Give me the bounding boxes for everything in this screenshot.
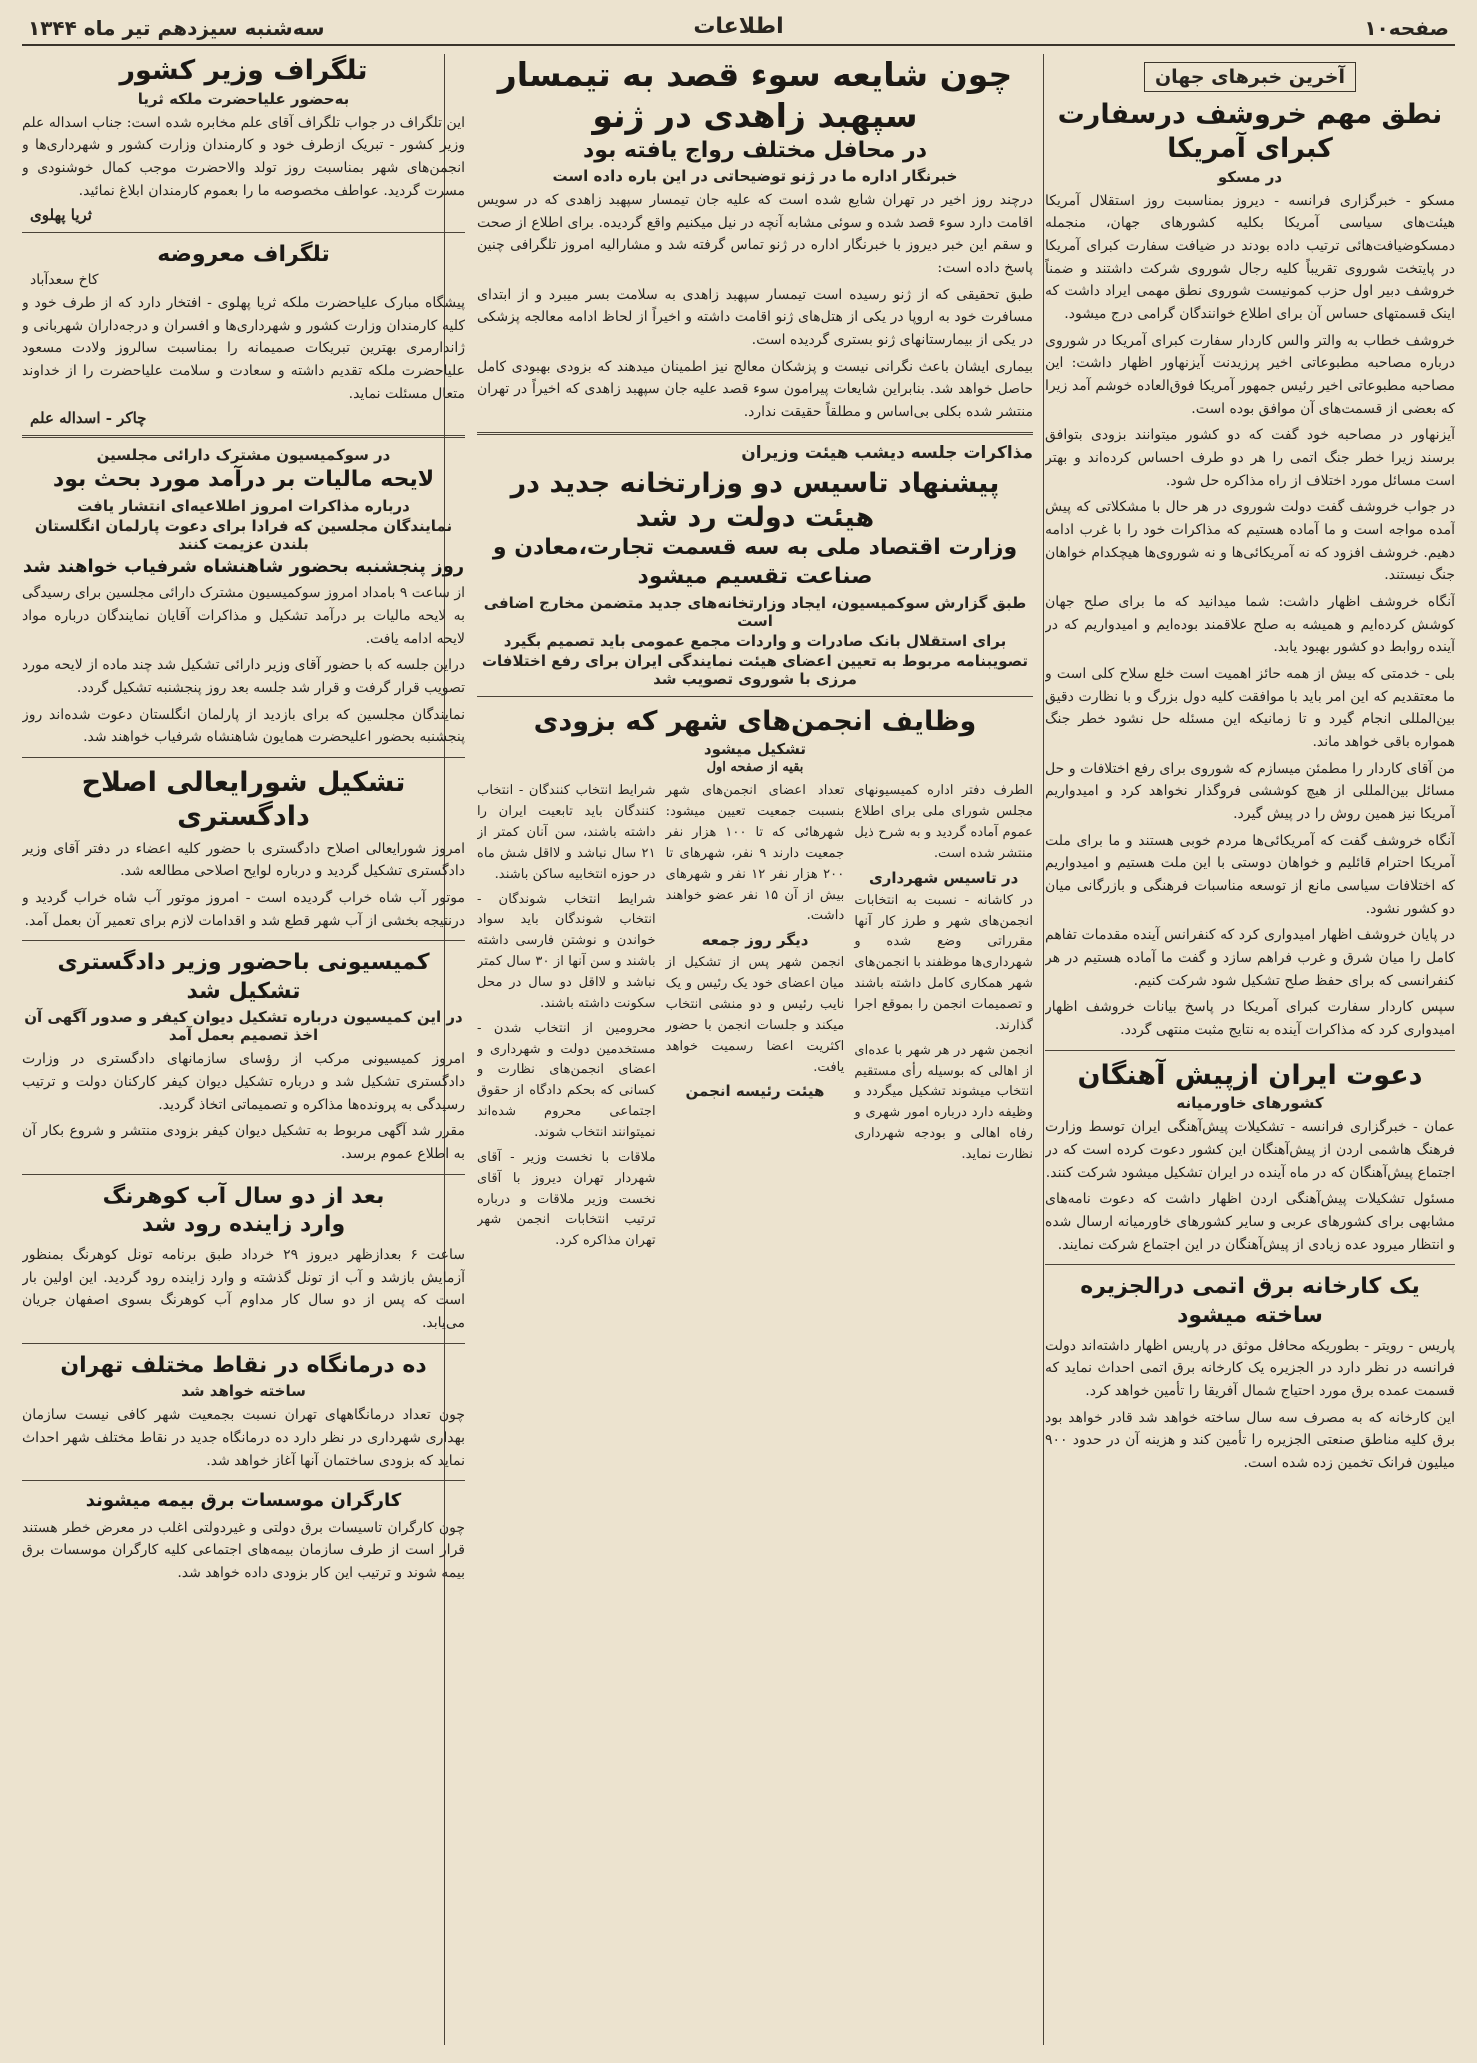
- article-zahedi-rumor: [477, 54, 1033, 424]
- paragraph: آنگاه خروشف گفت که آمریکائی‌ها مردم خوبی هستند و ما برای ملت آمریکا احترام قائلیم و خواهان دوستی با این ملت هستیم و امیدواریم که اختلافات سیاسی مانع از توسعه مناسبات فرهنگی و بازرگانی میان دو کشور نشود.: [1045, 832, 1455, 917]
- paragraph: چون کارگران تاسیسات برق دولتی و غیردولتی اغلب در معرض خطر هستند قرار است از طرف سازمان بیمه‌های اجتماعی کلیه کارگران موسسات برق بیمه شوند و ترتیب این کار بزودی داده خواهد شد.: [22, 1519, 465, 1582]
- headline: کارگران موسسات برق بیمه میشوند: [85, 1490, 402, 1512]
- signature: چاکر - اسداله علم: [30, 409, 147, 428]
- article-kuhrang-water: [22, 1183, 465, 1335]
- place-line: کاخ سعدآباد: [30, 272, 99, 289]
- headline-second: روز پنجشنبه بحضور شاهنشاه شرفیاب خواهند شد: [22, 555, 465, 577]
- headline: چون شایعه سوء قصد به تیمسار سپهبد زاهدی در ژنو: [497, 55, 1013, 136]
- article-justice-reform-council: [22, 766, 465, 932]
- subheadline: در مسکو: [1217, 167, 1283, 186]
- paragraph: از ساعت ۹ بامداد امروز سوکمیسیون مشترک دارائی مجلسین برای رسیدگی به لایحه مالیات بر درآمد تشکیل و مذاکرات آقایان نمایندگان درباره مواد لایحه ادامه یافت.: [22, 585, 465, 647]
- headline: بعد از دو سال آب کوهرنگ: [102, 1183, 385, 1209]
- paragraph: ساعت ۶ بعدازظهر دیروز ۲۹ خرداد طبق برنامه تونل کوهرنگ بمنظور آزمایش بازشد و آب از تونل گذشته و وارد زاینده رود گردید. این اولین بار است که پس از دو سال کار مداوم آب کوهرنگ بسوی اصفهان جریان می‌یابد.: [22, 1247, 465, 1332]
- section-heading: هیئت رئیسه انجمن: [685, 1082, 825, 1101]
- headline: نطق مهم خروشف درسفارت کبرای آمریکا: [1057, 99, 1443, 164]
- divider: [477, 432, 1033, 435]
- paragraph: در پایان خروشف اظهار امیدواری کرد که کنفرانس آینده مقدمات تفاهم کامل را میان شرق و غرب فراهم سازد و گفت ما آماده هستیم در هر کنفرانسی که برای حفظ صلح تشکیل شود شرکت کنیم.: [1045, 927, 1455, 989]
- divider: [22, 757, 465, 758]
- subheadline: طبق گزارش سوکمیسیون، ایجاد وزارتخانه‌های جدید متضمن مخارج اضافی است: [483, 593, 1027, 630]
- divider: [22, 232, 465, 233]
- column-divider: [1043, 54, 1044, 2045]
- paragraph: آنگاه خروشف اظهار داشت: شما میدانید که ما برای صلح جهان کوشش کرده‌ایم و همیشه به صلح علاقمند بوده‌ایم و امیدواریم که در آینده روابط دو کشور بهبود یابد.: [1045, 593, 1455, 656]
- paragraph: مسکو - خبرگزاری فرانسه - دیروز بمناسبت روز استقلال آمریکا هیئت‌های سیاسی آمریکا بکلیه کشورهای جهان، منجمله دمسکوضیافت‌هائی ترتیب داده بودند در ضیافت سفارت کبرای آمریکا در پایتخت شوروی تقریباً کلیه رجال شوروی شرکت داشتند و ضمناً خروشف دبیر اول حزب کمونیست شوروی نطق مهمی ایراد داشت که اینک قسمتهای حساس آن برای اطلاع خوانندگان گرامی درج میشود.: [1045, 192, 1455, 322]
- column-domestic-news: [22, 54, 465, 2045]
- headline: پیشنهاد تاسیس دو وزارتخانه جدید در هیئت دولت رد شد: [510, 467, 1000, 533]
- headline: تلگراف وزیر کشور: [119, 55, 368, 86]
- subheadline: درباره مذاکرات امروز اطلاعیه‌ای انتشار یافت: [77, 496, 410, 515]
- article-interior-minister-telegram: [22, 54, 465, 224]
- paragraph: طبق تحقیقی که از ژنو رسیده است تیمسار سپهبد زاهدی به سلامت بسر میبرد و از ابتدای مسافرت خود به اروپا در یکی از هتل‌های ژنو اقامت داشته و اخیراً از لحاظ ادامه معالجه پزشکی در یکی از بیمارستانهای ژنو بستری گردیده است.: [477, 286, 1033, 349]
- article-cabinet-meeting: [477, 443, 1033, 688]
- article-telegram-petition: [22, 241, 465, 427]
- paragraph: در جواب خروشف گفت دولت شوروی در هر حال با مشکلاتی که پیش آمده مواجه است و ما آماده هستیم که مذاکرات خود را با غرب ادامه دهیم. خروشف افزود که نه آمریکائی‌ها و نه شوروی‌ها هیچکدام خواهان جنگ نیستند.: [1045, 499, 1455, 584]
- headline: یک کارخانه برق اتمی درالجزیره ساخته میشود: [1080, 1274, 1420, 1329]
- paragraph: من آقای کاردار را مطمئن میسازم که شوروی برای رفع اختلافات و حل مسائل بین‌المللی از هیچ کوششی فروگذار نخواهد کرد و امیدواریم آمریکا نیز همین روش را در پیش گیرد.: [1045, 760, 1455, 822]
- paragraph: سپس کاردار سفارت کبرای آمریکا در پاسخ بیانات خروشف اظهار امیدواری کرد که مذاکرات آینده به نتایج مثبت منتهی گردد.: [1045, 999, 1455, 1039]
- paragraph: شرایط انتخاب شوندگان - انتخاب شوندگان باید سواد خواندن و نوشتن فارسی داشته باشند و سن آنها از ۳۰ سال کمتر نباشد و لااقل دو سال در محل سکونت داشته باشند.: [477, 891, 656, 1011]
- divider: [22, 1480, 465, 1481]
- headline-second-line: در محافل مختلف رواج یافته بود: [583, 137, 927, 163]
- paragraph: محرومین از انتخاب شدن - مستخدمین دولت و شهرداری و اعضای انجمن‌های نظارت و کسانی که بحکم دادگاه از حقوق اجتماعی محروم شده‌اند نمیتوانند انتخاب شوند.: [477, 1020, 656, 1140]
- subheadline: کشورهای خاورمیانه: [1176, 1094, 1324, 1113]
- column-world-news: [1045, 54, 1455, 2045]
- signature: ثریا پهلوی: [30, 206, 92, 225]
- article-power-workers-insurance: [22, 1489, 465, 1584]
- subheadline: تشکیل میشود: [703, 740, 807, 759]
- article-scouts-invitation: [1045, 1059, 1455, 1257]
- paragraph: مسئول تشکیلات پیش‌آهنگی اردن اظهار داشت که دعوت نامه‌های مشابهی برای کشورهای عربی و سایر کشورهای خاورمیانه ارسال شده و انتظار میرود عده زیادی از پیش‌آهنگان در این اجتماع شرکت نمایند.: [1045, 1191, 1455, 1253]
- subheadline: تصویبنامه مربوط به تعیین اعضای هیئت نمایندگی ایران برای رفع اختلافات مرزی با شوروی تصویب شد: [481, 651, 1029, 688]
- section-heading: دیگر روز جمعه: [701, 931, 809, 950]
- paragraph: نمایندگان مجلسین که برای بازدید از پارلمان انگلستان دعوت شده‌اند روز پنجشنبه بحضور اعلیحضرت همایون شاهنشاه شرفیاب خواهند شد.: [22, 706, 465, 746]
- headline: لایحه مالیات بر درآمد مورد بحث بود: [52, 467, 435, 493]
- paragraph: موتور آب شاه خراب گردیده است - امروز موتور آب شاه خراب گردید و درنتیجه بخشی از آب شهر قطع شد و اقدامات لازم برای تعمیر آن بعمل آمد.: [22, 889, 465, 929]
- article-column: [477, 777, 656, 1256]
- subheadline: خبرنگار اداره ما در ژنو توضیحاتی در این باره داده است: [552, 167, 958, 186]
- paragraph: بیماری ایشان باعث نگرانی نیست و پزشکان معالج نیز اطمینان میدهند که بزودی بهبودی کامل حاصل خواهد شد. بنابراین شایعات پیرامون سوء قصد علیه جان سپهبد زاهدی که اخیراً در تهران منتشر شده بکلی بی‌اساس و مطلقاً حقیقت ندارد.: [477, 358, 1033, 421]
- headline: وظایف انجمن‌های شهر که بزودی: [533, 705, 977, 737]
- paragraph: این تلگراف در جواب تلگراف آقای علم مخابره شده است: جناب اسداله علم وزیر کشور - تبریک ازطرف خود و کارمندان وزارت کشور و شهرداری‌ها و انجمن‌های شهر بمناسبت روز تولد والاحضرت موجب کمال خوشنودی و مسرت گردید. عواطف مخصوصه ما را بعموم کارمندان ابلاغ نمائید.: [22, 114, 465, 199]
- paragraph: دراین جلسه که با حضور آقای وزیر دارائی تشکیل شد چند ماده از لایحه مورد تصویب قرار گرفت و قرار شد جلسه بعد روز پنجشنبه تشکیل گردد.: [22, 657, 465, 697]
- divider: [22, 1174, 465, 1175]
- headline: کمیسیونی باحضور وزیر دادگستری تشکیل شد: [57, 950, 430, 1004]
- paragraph: امروز کمیسیونی مرکب از رؤسای سازمانهای دادگستری در وزارت دادگستری تشکیل شد و درباره تشکیل دیوان کیفر کارکنان دولت و ترتیب رسیدگی به پرونده‌ها مذاکره و تصمیماتی اتخاذ گردید.: [22, 1051, 465, 1113]
- paragraph: بلی - خدمتی که بیش از همه حائز اهمیت است خلع سلاح کلی است و ما معتقدیم که این امر باید با موافقت کلیه دول بزرگ و با نظارت دقیق بین‌المللی انجام گیرد و تا زمانیکه این مسئله حل نشود خطر جنگ همواره باقی خواهد ماند.: [1045, 665, 1455, 750]
- paragraph: انجمن شهر در هر شهر با عده‌ای از اهالی که بوسیله رأی مستقیم انتخاب میشوند تشکیل میگردد و وظیفه دارد درباره امور شهری و رفاه اهالی و بودجه شهرداری نظارت نماید.: [854, 1042, 1033, 1162]
- article-columns: [477, 777, 1033, 1256]
- headline: تلگراف معروضه: [157, 242, 330, 268]
- subheadline: نمایندگان مجلسین که فرادا برای دعوت پارلمان انگلستان بلندن عزیمت کنند: [34, 516, 453, 553]
- article-city-councils: [477, 705, 1033, 1257]
- subheadline: در این کمیسیون درباره تشکیل دیوان کیفر و صدور آگهی آن اخذ تصمیم بعمل آمد: [24, 1008, 463, 1045]
- headline: ده درمانگاه در نقاط مختلف تهران: [60, 1352, 427, 1378]
- paragraph: مقرر شد آگهی مربوط به تشکیل دیوان کیفر بزودی منتشر و شروع بکار آن به اطلاع عموم برسد.: [22, 1123, 465, 1163]
- paragraph: پیشگاه مبارک علیاحضرت ملکه ثریا پهلوی - افتخار دارد که از طرف خود و کلیه کارمندان وزارت کشور و شهرداری‌ها و افسران و درجه‌داران شهربانی و ژاندارمری بهترین تبریکات صمیمانه را بمناسبت سالروز ولادت مسعود علیاحضرت ملکه تقدیم داشته و سعادت و سلامت علیاحضرت را از خداوند متعال مسئلت نماید.: [22, 295, 465, 402]
- divider: [22, 1343, 465, 1344]
- subheadline: به‌حضور علیاحضرت ملکه ثریا: [137, 89, 350, 108]
- paragraph: امروز شورایعالی اصلاح دادگستری با حضور کلیه اعضاء در دفتر آقای وزیر دادگستری تشکیل گردید و درباره لوایح اصلاحی مطالعه شد.: [22, 840, 465, 880]
- kicker: در سوکمیسیون مشترک دارائی مجلسین: [96, 446, 391, 465]
- subheadline: برای استقلال بانک صادرات و واردات مجمع عمومی باید تصمیم بگیرد: [503, 631, 1007, 650]
- paragraph: تعداد اعضای انجمن‌های شهر بنسبت جمعیت تعیین میشود: شهرهائی که تا ۱۰۰ هزار نفر جمعیت دارند ۹ نفر، شهرهای تا ۲۰۰ هزار نفر ۱۲ نفر و شهرهای بیش از آن ۱۵ نفر عضو خواهند داشت.: [665, 783, 845, 924]
- article-atomic-plant-algeria: [1045, 1273, 1455, 1474]
- paragraph: الطرف دفتر اداره کمیسیونهای مجلس شورای ملی برای اطلاع عموم آماده گردید و به شرح ذیل منتشر شده است.: [854, 783, 1033, 861]
- headline-second-line: وارد زاینده رود شد: [141, 1212, 346, 1238]
- article-column: [854, 777, 1033, 1256]
- paragraph: خروشف خطاب به والتر والس کاردار سفارت کبرای آمریکا در شوروی درباره مصاحبه مطبوعاتی اخیر پرزیدنت آیزنهاور اظهار داشت: این مصاحبه مطبوعاتی اخیر رئیس جمهور آمریکا فوق‌العاده خوشم آمد زیرا که بعضی از قسمت‌های آن موافق بوده است.: [1045, 332, 1455, 417]
- article-income-tax-bill: [22, 446, 465, 749]
- paragraph: شرایط انتخاب کنندگان - انتخاب کنندگان باید تابعیت ایران را داشته باشند، سن آنان کمتر از ۲۱ سال نباشد و لااقل شش ماه در حوزه انتخابیه ساکن باشند.: [477, 783, 656, 882]
- paragraph: آیزنهاور در مصاحبه خود گفت که دو کشور میتوانند بزودی بتوافق برسند زیرا خطر جنگ اتمی را هر دو طرف احساس کرده‌اند و بهتر است مسائل مورد اختلاف از راه مذاکره حل شود.: [1045, 427, 1455, 489]
- divider: [22, 940, 465, 941]
- kicker: مذاکرات جلسه دیشب هیئت وزیران: [741, 442, 1033, 463]
- article-justice-commission: [22, 949, 465, 1166]
- headline: دعوت ایران ازپیش آهنگان: [1077, 1059, 1423, 1091]
- continued-note: بقیه از صفحه اول: [706, 760, 804, 776]
- subheadline: ساخته خواهد شد: [181, 1382, 306, 1401]
- newspaper-name: اطلاعات: [693, 14, 784, 39]
- article-column: [666, 777, 845, 1256]
- section-box-world-news: آخرین خبرهای جهان: [1144, 62, 1356, 92]
- article-tehran-clinics: [22, 1352, 465, 1473]
- divider: [1045, 1264, 1455, 1265]
- page-number: صفحه۱۰: [1364, 16, 1449, 40]
- paragraph: در کاشانه - نسبت به انتخابات انجمن‌های شهر و طرز کار آنها مقرراتی وضع شده و شهرداری‌ها موظفند با انجمن‌های شهر همکاری کامل داشته باشند و تصمیمات انجمن را بموقع اجرا گذارند.: [854, 892, 1033, 1033]
- paragraph: این کارخانه که به مصرف سه سال ساخته خواهد شد قادر خواهد بود برق کلیه مناطق صنعتی الجزیره را تأمین کند و هزینه آن در حدود ۹۰۰ میلیون فرانک تخمین زده شده است.: [1045, 1409, 1455, 1472]
- column-main-news: [477, 54, 1033, 2045]
- divider: [1045, 1050, 1455, 1051]
- headline: تشکیل شورایعالی اصلاح دادگستری: [81, 767, 406, 832]
- article-khrushchev-speech: [1045, 98, 1455, 1042]
- divider: [477, 696, 1033, 697]
- paragraph: ملاقات با نخست وزیر - آقای شهردار تهران دیروز با آقای نخست وزیر ملاقات و درباره ترتیب انتخابات انجمن شهر تهران مذاکره کرد.: [477, 1149, 656, 1249]
- headline-second-line: وزارت اقتصاد ملی به سه قسمت تجارت،معادن و صناعت تقسیم میشود: [492, 535, 1018, 589]
- issue-date: سه‌شنبه سیزدهم تیر ماه ۱۳۴۴: [28, 16, 325, 40]
- masthead: [22, 14, 1455, 46]
- paragraph: پاریس - رویتر - بطوریکه محافل موثق در پاریس اظهار داشته‌اند دولت فرانسه در نظر دارد در الجزیره یک کارخانه برق اتمی احداث نماید که قسمت عمده برق مورد احتیاج شمال آفریقا را تأمین خواهد کرد.: [1045, 1337, 1455, 1399]
- section-heading: در تاسیس شهرداری: [869, 868, 1019, 887]
- paragraph: درچند روز اخیر در تهران شایع شده است که علیه جان تیمسار سپهبد زاهدی که در سویس اقامت دارد سوء قصد شده و سوئی مشابه آنچه در نیل میکنیم واقع گردیده. برای اطلاع از صحت و سقم این خبر دیروز با خبرنگار اداره در ژنو تماس گرفته شد و مشارالیه امروز تلگرافی چنین پاسخ داده است:: [477, 192, 1033, 277]
- divider: [22, 435, 465, 438]
- paragraph: انجمن شهر پس از تشکیل از میان اعضای خود یک رئیس و یک نایب رئیس و دو منشی انتخاب میکند و جلسات انجمن با حضور اکثریت اعضا رسمیت خواهد یافت.: [665, 955, 845, 1075]
- paragraph: چون تعداد درمانگاههای تهران نسبت بجمعیت شهر کافی نیست سازمان بهداری شهرداری در نظر دارد ده درمانگاه جدید در نقاط مختلف شهر احداث نماید که بزودی ساختمان آنها آغاز خواهد شد.: [22, 1407, 465, 1469]
- paragraph: عمان - خبرگزاری فرانسه - تشکیلات پیش‌آهنگی ایران توسط وزارت فرهنگ هاشمی اردن از پیش‌آهنگان این کشور دعوت کرده است که در اجتماع پیش‌آهنگان که در ماه آینده در ایران تشکیل میشود شرکت کنند.: [1045, 1119, 1455, 1181]
